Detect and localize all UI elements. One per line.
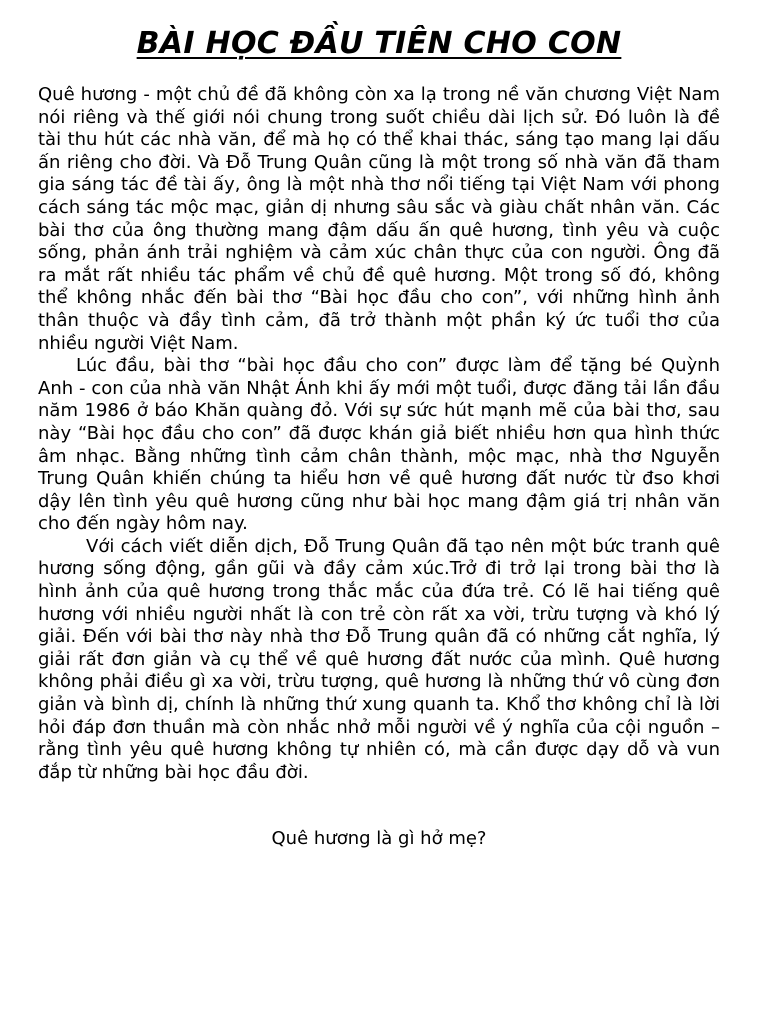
paragraph-analysis: Với cách viết diễn dịch, Đỗ Trung Quân đã tạo nên một bức tranh quê hương sống động, gần gũi và đầy cảm xúc.Trở đi trở lại trong bài thơ là hình ảnh của quê hương trong thắc mắc của đứa trẻ. Có lẽ hai tiếng quê hương với nhiều người nhất là con trẻ còn rất xa vời, trừu tượng và khó lý giải. Đến với bài thơ này nhà thơ Đỗ Trung quân đã có những cắt nghĩa, lý giải rất đơn giản và cụ thể về quê hương đất nước của mình. Quê hương không phải điều gì xa vời, trừu tượng, quê hương là những thứ vô cùng đơn giản và bình dị, chính là những thứ xung quanh ta. Khổ thơ không chỉ là lời hỏi đáp đơn thuần mà còn nhắc nhở mỗi người về ý nghĩa của cội nguồn – rằng tình yêu quê hương không tự nhiên có, mà cần được dạy dỗ và vun đắp từ những bài học đầu đời.	[38, 535, 720, 783]
document-page	[38, 22, 720, 851]
poem-verse-line: Quê hương là gì hở mẹ?	[271, 828, 487, 850]
paragraph-origin: Lúc đầu, bài thơ “bài học đầu cho con” được làm để tặng bé Quỳnh Anh - con của nhà văn Nhật Ánh khi ấy mới một tuổi, được đăng tải lần đầu năm 1986 ở báo Khăn quàng đỏ. Với sự sức hút mạnh mẽ của bài thơ, sau này “Bài học đầu cho con” đã được khán giả biết nhiều hơn qua hình thức âm nhạc. Bằng những tình cảm chân thành, mộc mạc, nhà thơ Nguyễn Trung Quân khiến chúng ta hiểu hơn về quê hương đất nước từ đso khơi dậy lên tình yêu quê hương cũng như bài học mang đậm giá trị nhân văn cho đến ngày hôm nay.	[38, 355, 720, 535]
document-title: BÀI HỌC ĐẦU TIÊN CHO CON	[136, 26, 622, 61]
paragraph-intro: Quê hương - một chủ đề đã không còn xa lạ trong nề văn chương Việt Nam nói riêng và thế giới nói chung trong suốt chiều dài lịch sử. Đó luôn là đề tài thu hút các nhà văn, để mà họ có thể khai thác, sáng tạo mang lại dấu ấn riêng cho đời. Và Đỗ Trung Quân cũng là một trong số nhà văn đã tham gia sáng tác đề tài ấy, ông là một nhà thơ nổi tiếng tại Việt Nam với phong cách sáng tác mộc mạc, giản dị nhưng sâu sắc và giàu chất nhân văn. Các bài thơ của ông thường mang đậm dấu ấn quê hương, tình yêu và cuộc sống, phản ánh trải nghiệm và cảm xúc chân thực của con người. Ông đã ra mắt rất nhiều tác phẩm về chủ đề quê hương. Một trong số đó, không thể không nhắc đến bài thơ “Bài học đầu cho con”, với những hình ảnh thân thuộc và đầy tình cảm, đã trở thành một phần ký ức tuổi thơ của nhiều người Việt Nam.	[38, 84, 720, 354]
